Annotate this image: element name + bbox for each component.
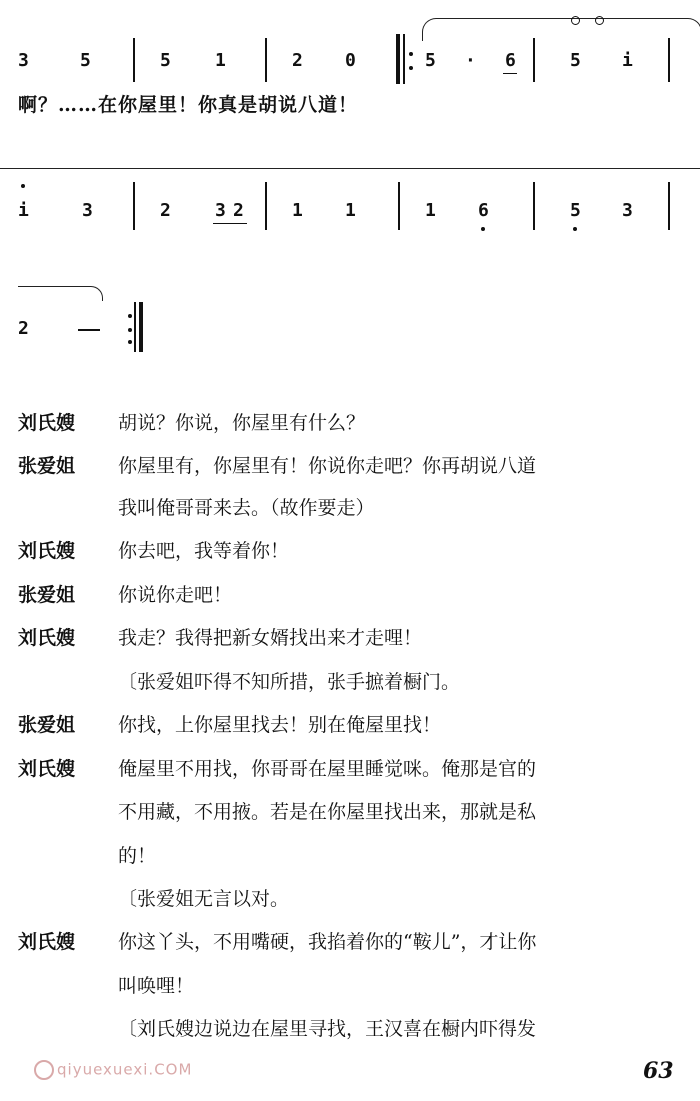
note: 0 xyxy=(345,50,356,71)
speaker-name: 张爱姐 xyxy=(18,584,76,606)
watermark-text: qiyuexuexi.COM xyxy=(57,1060,193,1079)
barline xyxy=(533,182,535,230)
repeat-dot xyxy=(409,52,413,56)
barline xyxy=(668,38,670,82)
speaker-name: 刘氏嫂 xyxy=(18,627,76,649)
note: 3 xyxy=(215,200,226,221)
speaker-name: 刘氏嫂 xyxy=(18,758,76,780)
speech-text: 你说你走吧！ xyxy=(118,584,233,606)
speaker-name: 张爱姐 xyxy=(18,455,76,477)
note: 2 xyxy=(233,200,244,221)
speech-text: 你屋里有，你屋里有！你说你走吧？你再胡说八道 xyxy=(118,455,537,477)
dialogue-line xyxy=(18,453,536,479)
barline xyxy=(533,38,535,82)
repeat-dot xyxy=(128,314,132,318)
repeat-barline xyxy=(403,34,405,84)
stage-direction: 〔张爱姐无言以对。 xyxy=(118,888,290,910)
note: 2 xyxy=(292,50,303,71)
watermark xyxy=(34,1060,192,1080)
note: 3 xyxy=(18,50,29,71)
speaker-name: 刘氏嫂 xyxy=(18,540,76,562)
stage-direction: 〔张爱姐吓得不知所措，张手摭着橱门。 xyxy=(118,671,461,693)
speech-text: 我走？我得把新女婿找出来才走哩！ xyxy=(118,627,423,649)
high-octave-dot xyxy=(21,184,25,188)
barline xyxy=(265,182,267,230)
note: 5 xyxy=(80,50,91,71)
barline xyxy=(398,182,400,230)
dialogue-line xyxy=(18,538,289,564)
speech-text: 俺屋里不用找，你哥哥在屋里睡觉咪。俺那是官的 xyxy=(118,758,537,780)
note: 2 xyxy=(160,200,171,221)
note: 6 xyxy=(505,50,516,71)
note: i xyxy=(18,200,29,221)
harmonic-circle xyxy=(595,16,604,25)
note: 5 xyxy=(160,50,171,71)
eighth-underline xyxy=(503,73,517,74)
speech-text: 你这丫头，不用嘴硬，我掐着你的“鞍儿”，才让你 xyxy=(118,931,537,953)
repeat-barline xyxy=(396,34,400,84)
note: 1 xyxy=(345,200,356,221)
repeat-barline xyxy=(139,302,143,352)
note: · xyxy=(465,50,476,71)
slur-line xyxy=(0,168,700,169)
speech-text: 你找，上你屋里找去！别在俺屋里找！ xyxy=(118,714,442,736)
dialogue-line xyxy=(18,712,441,738)
barline xyxy=(668,182,670,230)
harmonic-circle xyxy=(571,16,580,25)
dialogue-continuation: 的！ xyxy=(118,845,157,867)
low-octave-dot xyxy=(481,227,485,231)
speaker-name: 张爱姐 xyxy=(18,714,76,736)
barline xyxy=(133,38,135,82)
note: 5 xyxy=(570,50,581,71)
slur xyxy=(18,286,103,301)
speech-text: 胡说？你说，你屋里有什么？ xyxy=(118,412,366,434)
barline xyxy=(133,182,135,230)
dialogue-line xyxy=(18,929,536,955)
note: 1 xyxy=(425,200,436,221)
repeat-dot xyxy=(128,340,132,344)
note: 2 xyxy=(18,318,29,339)
q-logo-icon xyxy=(34,1060,54,1080)
eighth-underline xyxy=(213,223,247,224)
speaker-name: 刘氏嫂 xyxy=(18,412,76,434)
repeat-barline xyxy=(134,302,136,352)
dialogue-line xyxy=(18,756,536,782)
note: 1 xyxy=(292,200,303,221)
slur xyxy=(422,18,700,41)
lyric-line: 啊？……在你屋里！你真是胡说八道！ xyxy=(18,94,359,116)
note: i xyxy=(622,50,633,71)
dialogue-line xyxy=(18,410,365,436)
note: 5 xyxy=(570,200,581,221)
note: 1 xyxy=(215,50,226,71)
note: 3 xyxy=(622,200,633,221)
speech-text: 你去吧，我等着你！ xyxy=(118,540,290,562)
extension-dash xyxy=(78,329,100,331)
repeat-dot xyxy=(409,66,413,70)
note: 6 xyxy=(478,200,489,221)
dialogue-continuation: 不用藏，不用掖。若是在你屋里找出来，那就是私 xyxy=(118,801,537,823)
dialogue-line xyxy=(18,625,422,651)
dialogue-continuation: 我叫俺哥哥来去。（故作要走） xyxy=(118,497,375,519)
stage-direction: 〔刘氏嫂边说边在屋里寻找，王汉喜在橱内吓得发 xyxy=(118,1018,537,1040)
notation-row-3 xyxy=(0,280,700,360)
note: 5 xyxy=(425,50,436,71)
notation-row-2 xyxy=(0,160,700,240)
dialogue-continuation: 叫唤哩！ xyxy=(118,975,195,997)
speaker-name: 刘氏嫂 xyxy=(18,931,76,953)
notation-row-1 xyxy=(0,0,700,90)
note: 3 xyxy=(82,200,93,221)
page-number: 63 xyxy=(643,1058,674,1084)
low-octave-dot xyxy=(573,227,577,231)
repeat-dot xyxy=(128,328,132,332)
dialogue-line xyxy=(18,582,232,608)
barline xyxy=(265,38,267,82)
